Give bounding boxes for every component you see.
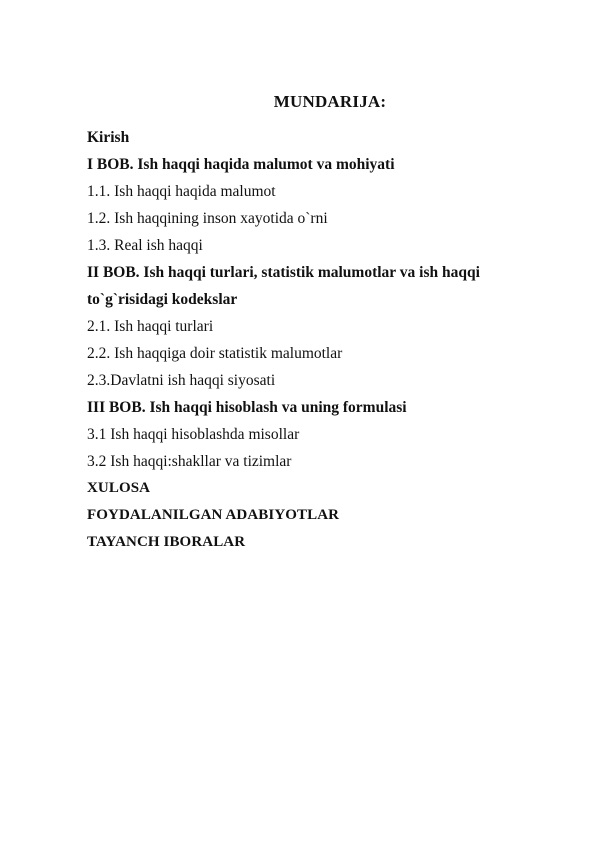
toc-section-1-3: 1.3. Real ish haqqi [87,237,203,254]
toc-section-2-2: 2.2. Ish haqqiga doir statistik malumotlar [87,345,343,362]
toc-entry-references: FOYDALANILGAN ADABIYOTLAR [87,507,340,523]
toc-chapter-1-heading: I BOB. Ish haqqi haqida malumot va mohiyati [87,156,395,173]
toc-section-1-2: 1.2. Ish haqqining inson xayotida o`rni [87,210,328,227]
toc-chapter-3-heading: III BOB. Ish haqqi hisoblash va uning formulasi [87,399,407,416]
toc-section-3-2: 3.2 Ish haqqi:shakllar va tizimlar [87,453,292,470]
toc-section-2-1: 2.1. Ish haqqi turlari [87,318,214,335]
table-of-contents [87,124,547,556]
toc-section-1-1: 1.1. Ish haqqi haqida malumot [87,183,276,200]
toc-section-2-3: 2.3.Davlatni ish haqqi siyosati [87,372,276,389]
toc-chapter-2-heading-continued: to`g`risidagi kodekslar [87,291,238,308]
toc-entry-conclusion: XULOSA [87,480,151,496]
toc-chapter-2-heading: II BOB. Ish haqqi turlari, statistik malumotlar va ish haqqi [87,264,480,281]
page-title: MUNDARIJA: [273,92,387,111]
toc-entry-key-terms: TAYANCH IBORALAR [87,534,246,550]
toc-entry-introduction: Kirish [87,129,130,146]
toc-section-3-1: 3.1 Ish haqqi hisoblashda misollar [87,426,300,443]
